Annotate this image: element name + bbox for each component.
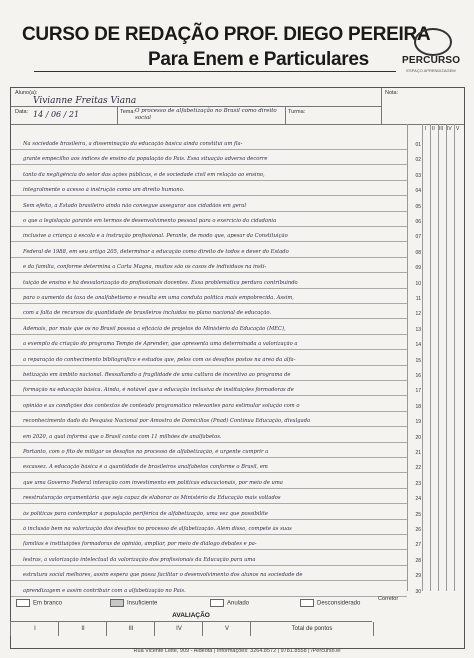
essay-line: betização em âmbito nacional. Ressaltando a fragilidade de uma cultura de incentivo ao programa de bbox=[23, 372, 291, 378]
essay-line: a reparação do conhecimento bibliográfico e estudos que, pelos com os desafios postos na área da alfa- bbox=[23, 356, 296, 363]
col-sep bbox=[430, 124, 431, 591]
total-points-cell: Total de pontos bbox=[250, 622, 374, 636]
essay-line: a exemplo da criação do programa Tempo de Aprender, que apresenta uma determinada a valorização a bbox=[23, 341, 298, 348]
row-number: 30 bbox=[415, 588, 421, 595]
row-number: 28 bbox=[415, 557, 421, 564]
col-header-2: II bbox=[432, 126, 435, 132]
essay-line: e da família, conforme determina a Carta Magna, muitos são os casos de indivíduos na insti- bbox=[23, 264, 267, 271]
score-cell-5: V bbox=[202, 622, 251, 636]
row-number: 19 bbox=[415, 419, 421, 426]
evaluation-title: AVALIAÇÃO bbox=[172, 612, 210, 619]
row-number: 01 bbox=[415, 142, 421, 148]
essay-line: estrutura social melhores, assim espera que possa facilitar o desenvolvimento dos alunos na sociedade de bbox=[23, 572, 303, 579]
nota-label: Nota: bbox=[385, 90, 399, 96]
score-cell-3: III bbox=[106, 622, 155, 636]
essay-line: reestruturação orçamentária que seja capaz de elaborar as Ministério da Educação mais voltados bbox=[23, 495, 281, 502]
course-title: CURSO DE REDAÇÃO PROF. DIEGO PEREIRA bbox=[22, 24, 431, 45]
logo-circle-icon bbox=[414, 28, 452, 56]
essay-line: com a falta de recursos da quantidade de brasileiros incluídas no plano nacional de educação. bbox=[23, 310, 272, 317]
row-number: 09 bbox=[415, 265, 421, 272]
row-number: 13 bbox=[415, 326, 421, 333]
aluno-value: Vivianne Freitas Viana bbox=[33, 96, 137, 106]
row-number: 20 bbox=[415, 434, 421, 441]
header-bottom-line bbox=[11, 124, 464, 125]
col-sep bbox=[454, 124, 455, 591]
swatch-icon bbox=[210, 599, 224, 607]
row-number: 18 bbox=[415, 403, 421, 410]
course-subtitle: Para Enem e Particulares bbox=[148, 49, 369, 70]
turma-label: Turma: bbox=[288, 109, 306, 115]
essay-line: integralmente o acesso à instrução como um direito humano. bbox=[23, 187, 185, 194]
logo-word: PERCURSO bbox=[402, 55, 461, 66]
page-header bbox=[0, 0, 474, 84]
row-number: 29 bbox=[415, 573, 421, 580]
essay-line: aprendizagem e assim contribuir com a alfabetização no País. bbox=[23, 587, 186, 594]
legend-disregarded: Desconsiderado bbox=[300, 599, 360, 607]
essay-line: Sem efeito, a Estado brasileiro ainda não consegue assegurar aos cidadãos em geral bbox=[23, 202, 247, 209]
col-sep bbox=[446, 124, 447, 591]
essay-line: tuição de ensino e há desvalorização do profissionais docentes. Essa problemática perdura contribuindo bbox=[23, 279, 298, 286]
legend bbox=[10, 599, 374, 611]
data-value: 14 / 06 / 21 bbox=[33, 110, 80, 119]
essay-line: em 2020, a qual informa que o Brasil conta com 11 milhões de analfabetos. bbox=[23, 433, 222, 440]
score-row bbox=[10, 621, 372, 636]
data-label: Data: bbox=[15, 109, 29, 115]
essay-line: tanto da negligência do setor das ações públicas, e de sociedade civil em relação ao ensino, bbox=[23, 171, 265, 178]
essay-line: escassez. A educação básica é a quantidade de brasileiros analfabetos conforme o Brasil, em bbox=[23, 464, 268, 471]
essay-line: Federal de 1988, em seu artigo 205, determinar a educação como direito de todos e dever do Estado bbox=[23, 248, 289, 255]
page-footer: Rua Vicente Leite, 909 - Aldeota | Informações: 3264.8572 | 9781.8558 | /Percurso.ei bbox=[133, 648, 341, 654]
col-sep bbox=[438, 124, 439, 591]
tema-value: O processo de alfabetização no Brasil como direito social bbox=[135, 108, 277, 121]
swatch-icon bbox=[16, 599, 30, 607]
percurso-logo bbox=[402, 28, 460, 74]
aluno-label: Aluno(a): bbox=[15, 90, 38, 96]
swatch-icon bbox=[300, 599, 314, 607]
score-cell-2: II bbox=[58, 622, 107, 636]
col-header-3: III bbox=[439, 126, 444, 132]
row-number: 21 bbox=[415, 450, 421, 456]
corrector-label: Corretor bbox=[378, 596, 399, 602]
row-number: 12 bbox=[415, 311, 421, 318]
col-sep bbox=[422, 124, 423, 591]
row-number: 24 bbox=[415, 496, 421, 503]
row-number: 25 bbox=[415, 511, 421, 518]
row-number: 16 bbox=[415, 373, 421, 379]
row-number: 27 bbox=[415, 542, 421, 549]
row-number: 10 bbox=[415, 280, 421, 287]
essay-line: Ademais, por mais que os no Brasil possua a eficácia de projetos do Ministério da Educação (MEC), bbox=[23, 325, 286, 332]
row-number: 23 bbox=[415, 480, 421, 487]
row-number: 06 bbox=[415, 219, 421, 225]
essay-line: grante empecilho aos índices de ensino da população do País. Essa situação adversa decorre bbox=[23, 156, 268, 163]
row-number: 04 bbox=[415, 188, 421, 195]
tema-label: Tema: bbox=[120, 109, 135, 115]
row-number: 15 bbox=[415, 357, 421, 364]
row-number: 08 bbox=[415, 249, 421, 256]
essay-line: reconhecimento dado da Pesquisa Nacional por Amostra de Domicílios (Pnad) Contínua Educação, divulgada bbox=[23, 418, 311, 425]
col-header-1: I bbox=[425, 126, 427, 132]
row-number: 14 bbox=[415, 342, 421, 349]
title-underline bbox=[34, 71, 396, 72]
score-cell-1: I bbox=[10, 622, 59, 636]
row-number: 22 bbox=[415, 465, 421, 472]
essay-line: que uma Governo Federal interação com investimento em políticas educacionais, por meio de uma bbox=[23, 479, 283, 486]
row-number: 11 bbox=[415, 296, 421, 302]
row-number: 07 bbox=[415, 234, 421, 241]
essay-line: o que a legislação garante em termos de desenvolvimento pessoal para o exercício da cidadania bbox=[23, 218, 277, 224]
data-divider bbox=[117, 106, 118, 124]
row-number: 03 bbox=[415, 172, 421, 179]
essay-line: famílias e instituições formadoras de opinião, ampliar, por meio de diálogo debates e pa- bbox=[23, 541, 257, 548]
logo-subtitle: ESPAÇO APRENDIZAGEM bbox=[406, 68, 456, 73]
info-divider bbox=[11, 106, 381, 107]
essay-line: Portanto, com o fito de mitigar os desafios no processo de alfabetização, é urgente cumprir a bbox=[23, 449, 269, 455]
nota-divider bbox=[381, 88, 382, 124]
essay-line: às políticas para contemplar a população periférica de alfabetização, uma vez que possibilite bbox=[23, 510, 269, 517]
row-number: 17 bbox=[415, 388, 421, 395]
tema-divider bbox=[285, 106, 286, 124]
row-number: 05 bbox=[415, 203, 421, 210]
row-number: 02 bbox=[415, 157, 421, 164]
essay-line: inclusive a criança à escola e a instrução profissional. Perante, de modo que, apesar da Constituição bbox=[23, 233, 288, 240]
legend-annulled: Anulado bbox=[210, 599, 249, 607]
row-number: 26 bbox=[415, 527, 421, 533]
legend-insufficient: Insuficiente bbox=[110, 599, 157, 607]
col-header-5: V bbox=[456, 126, 460, 132]
essay-line: opinião e as condições dos contextos de conteúdo programático relevantes para estimular solução com o bbox=[23, 402, 300, 409]
swatch-icon bbox=[110, 599, 124, 607]
col-header-4: IV bbox=[447, 126, 452, 132]
essay-line: para o aumento da taxa de analfabetismo e resulta em uma conduta política mais empobrecida. Assim, bbox=[23, 295, 294, 301]
essay-form bbox=[10, 87, 465, 649]
essay-line: Na sociedade brasileira, a disseminação da educação básica ainda constitui um fla- bbox=[23, 141, 243, 147]
essay-line: lestras, a valorização intelectual da valorização dos profissionais da Educação para uma bbox=[23, 556, 256, 563]
essay-line: à inclusão bem na valorização dos desafios no processo de alfabetização. Além disso, compete às suas bbox=[23, 526, 292, 532]
legend-blank: Em branco bbox=[16, 599, 62, 607]
essay-line: formação na educação básica. Ainda, é notável que a educação inclusiva de instituições formadoras de bbox=[23, 387, 294, 394]
score-cell-4: IV bbox=[154, 622, 203, 636]
